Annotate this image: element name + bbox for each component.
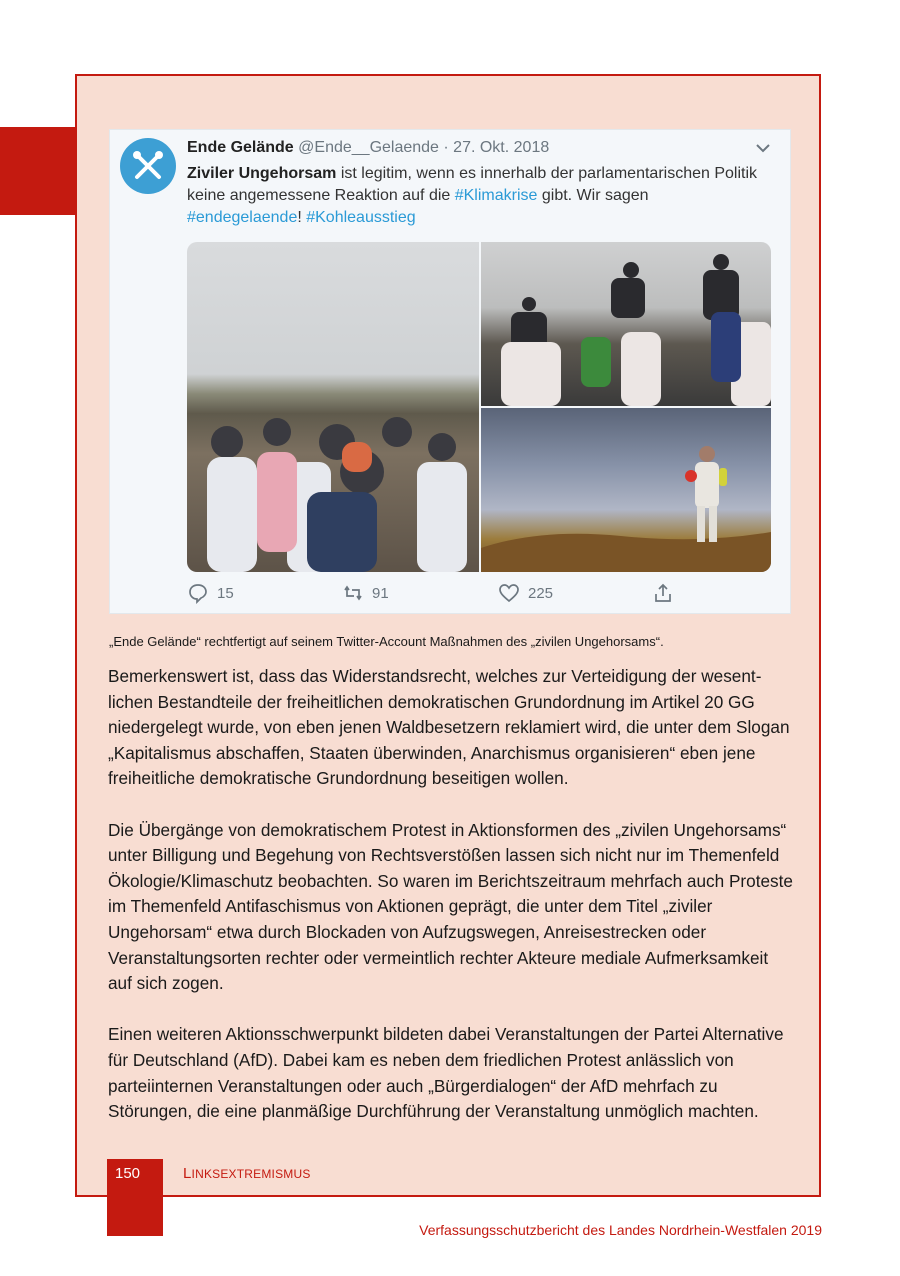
avatar[interactable] bbox=[120, 138, 176, 194]
police-action-photo[interactable] bbox=[481, 242, 771, 406]
section-title bbox=[183, 1165, 311, 1182]
tweet-date[interactable]: 27. Okt. 2018 bbox=[453, 139, 550, 156]
side-tab-marker bbox=[0, 127, 76, 215]
paragraph: Die Übergänge von demokratischem Protest in Aktionsformen des „zivilen Ungehorsams“ unter Billigung und Begehung von Rechtsverstößen lassen sich nicht nur im Themenfeld Ökologie/Klimaschutz beobachten. So waren im Berichtszeitraum mehrfach auch Proteste im Themenfeld Antifaschismus von Aktionen geprägt, die unter dem Titel „ziviler Ungehorsam“ etwa durch Blockaden von Aufzugswegen, Anreisestrecken oder Veranstaltungsorten rechter oder vermeintlich rechter Akteure mediale Aufmerksamkeit auf sich zogen. bbox=[108, 819, 793, 994]
tweet-photo-grid bbox=[187, 242, 771, 572]
tweet-author-name[interactable]: Ende Gelände bbox=[187, 139, 294, 156]
tweet-separator: · bbox=[438, 139, 454, 156]
section-title-initial: L bbox=[183, 1165, 192, 1182]
hashtag-klimakrise[interactable]: #Klimakrise bbox=[454, 187, 538, 204]
tweet-text-part: ist legitim, wenn es innerhalb der parlamentarischen Politik keine angemessene Reaktion auf die bbox=[187, 165, 758, 204]
hashtag-kohleausstieg[interactable]: #Kohleausstieg bbox=[306, 209, 416, 226]
tweet-text-part: gibt. Wir sagen bbox=[537, 187, 649, 204]
section-title-rest: INKSEXTREMISMUS bbox=[191, 1167, 311, 1181]
tweet-author-handle[interactable]: @Ende__Gelaende bbox=[298, 139, 439, 156]
protest-crowd-photo[interactable] bbox=[187, 242, 479, 572]
tweet-actions bbox=[187, 582, 687, 608]
paragraph: Bemerkenswert ist, dass das Widerstandsrecht, welches zur Verteidigung der wesentlichen Bestandteile der freiheitlichen demokratischen Grundordnung im Artikel 20 GG niedergelegt wurde, von eben jenen Waldbesetzern reklamiert wird, die unter dem Slogan „Kapitalismus abschaffen, Staaten überwinden, Anarchismus organisieren“ eben jene freiheitliche demokratische Grundordnung beseitigen wollen. bbox=[108, 666, 790, 789]
page-number: 150 bbox=[115, 1165, 141, 1182]
footer-report-title: Verfassungsschutzbericht des Landes Nordrhein-Westfalen 2019 bbox=[419, 1222, 822, 1238]
heart-icon bbox=[498, 582, 520, 604]
reply-count: 15 bbox=[217, 584, 234, 602]
share-action[interactable] bbox=[652, 582, 674, 604]
paragraph: Einen weiteren Aktionsschwerpunkt bildeten dabei Veranstaltungen der Partei Alternative für Deutschland (AfD). Dabei kam es neben dem friedlichen Protest anlässlich von parteiinternen Veranstaltungen oder auch „Bürgerdialogen“ der AfD mehrfach zu Störungen, die eine planmäßige Durchführung der Veranstaltung unmöglich machten. bbox=[108, 1024, 784, 1122]
tweet-bold-lead: Ziviler Ungehorsam bbox=[187, 165, 337, 182]
tweet-text bbox=[187, 163, 767, 229]
chevron-down-icon[interactable] bbox=[754, 141, 772, 155]
reply-action[interactable] bbox=[187, 582, 234, 604]
hashtag-endegelaende[interactable]: #endegelaende bbox=[187, 209, 298, 226]
retweet-count: 91 bbox=[372, 584, 389, 602]
crossed-tools-icon bbox=[120, 138, 176, 194]
image-caption: „Ende Gelände“ rechtfertigt auf seinem Twitter-Account Maßnahmen des „zivilen Ungehorsams“. bbox=[109, 634, 664, 649]
tweet-text-part: ! bbox=[297, 209, 307, 226]
reply-icon bbox=[187, 582, 209, 604]
tweet-header bbox=[187, 139, 549, 157]
retweet-icon bbox=[342, 582, 364, 604]
share-icon bbox=[652, 582, 674, 604]
like-action[interactable] bbox=[498, 582, 553, 604]
activist-on-hill-photo[interactable] bbox=[481, 408, 771, 572]
body-text bbox=[108, 664, 794, 1150]
like-count: 225 bbox=[528, 584, 554, 602]
retweet-action[interactable] bbox=[342, 582, 389, 604]
